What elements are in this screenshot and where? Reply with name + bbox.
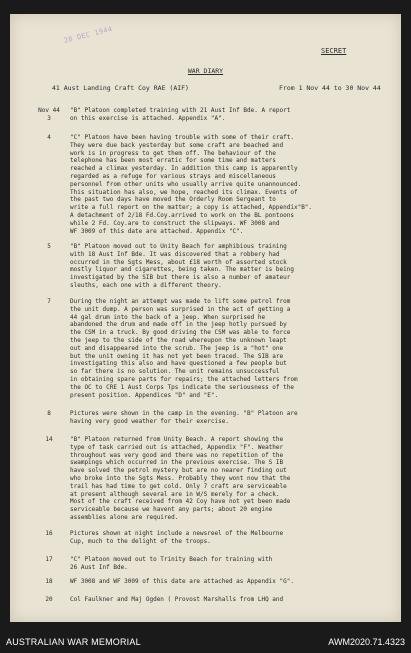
- entry-date: 16: [45, 530, 53, 537]
- entry-text: "B" Platoon returned from Unity Beach. A report showing the type of task carried out is attached, Appendix "F". Weather throughout was very good and there was no repetition of the swampings which occurred in the previous exercise. The S IB have solved the petrol mystery but are no nearer finding out who broke into the Sgts Mess. Probably they wont now that the trail has had time to get cold. Only 7 craft are serviceable at present although several are in W/S merely for a check. Most of the craft received from 42 Coy have not yet been made serviceable because we havent any parts; about 20 engine assemblies alone are required.: [70, 436, 291, 521]
- entry-text: WF 3008 and WF 3009 of this date are attached as Appendix "G".: [70, 578, 294, 585]
- entry-text: During the night an attempt was made to lift some petrol from the unit dump. A person was surprised in the act of getting a 44 gal drum into the back of a jeep. When surprised he abandoned the drum and made off in the jeep hotly pursued by the CSM in a truck. By good driving the CSM was able to force the jeep to the side of the road whereupon the unknown leapt out and disappeared into the scrub. The jeep is a "hot" one but the unit owning it has not yet been traced. The SIB are investigating this also and have questioned a few people but so far there is no solution. The unit remains unsuccessful in obtaining spare parts for repairs; the attached letters from the OC to CRE 1 Aust Corps Tps indicate the seriousness of the present position. Appendices "D" and "E".: [70, 298, 298, 399]
- entry-date: 14: [45, 436, 53, 443]
- page-title: WAR DIARY: [187, 67, 224, 75]
- footer-bar: [0, 628, 411, 653]
- entry-date: 5: [47, 243, 51, 250]
- entry-date: 8: [47, 410, 51, 417]
- entry-text: Pictures shown at night include a newsreel of the Melbourne Cup, much to the delight of the troops.: [70, 530, 284, 545]
- diary-period: From 1 Nov 44 to 30 Nov 44: [279, 84, 381, 92]
- entry-text: "B" Platoon completed training with 21 Aust Inf Bde. A report on this exercise is attached. Appendix "A".: [70, 107, 291, 122]
- entry-text: "C" Platoon moved out to Trinity Beach for training with 26 Aust Inf Bde.: [70, 556, 273, 571]
- accession-number: AWM2020.71.4323: [328, 637, 405, 647]
- entry-date: 7: [47, 298, 51, 305]
- diary-page: [10, 14, 401, 622]
- entry-text: "C" Platoon have been having trouble with some of their craft. They were due back yesterday but some craft are beached and work is in progress to get them off. The behaviour of the telephone has been most erratic for some time and matters reached a climax yesterday. In addition this camp is apparently regarded as a refuge for various strays and miscellaneous personnel from other units who usually arrive quite unannounced. This situation has also, we hope, reached its climax. Events of the past two days have moved the Orderly Room Sergeant to write a full report on the matter; a copy is attached, Appendix"B". A detachment of 2/18 Fd.Coy.arrived to work on the BL pontoons while 2 Fd. Coy.are to construct the slipways. WF 3008 and WF 3009 of this date are attached. Appendix "C".: [70, 134, 313, 235]
- source-credit: AUSTRALIAN WAR MEMORIAL: [6, 637, 141, 647]
- entry-date: Nov 44 3: [38, 107, 60, 122]
- unit-name: 41 Aust Landing Craft Coy RAE (AIF): [52, 84, 189, 92]
- entry-date: 17: [45, 556, 53, 563]
- entry-text: Col Faulkner and Maj Ogden ( Provost Marshalls from LHQ and: [70, 596, 284, 603]
- classification-label: SECRET: [321, 47, 347, 55]
- entry-date: 4: [47, 134, 51, 141]
- entry-text: "B" Platoon moved out to Unity Beach for amphibious training with 18 Aust Inf Bde. It was discovered that a robbery had occurred in the Sgts Mess, about £18 worth of assorted stock mostly liquor and cigarettes, being taken. The matter is being investigated by the SIB but there is also a number of amateur sleuths, each one with a different theory.: [70, 243, 294, 289]
- entry-date: 20: [45, 596, 53, 603]
- date-stamp: 28 DEC 1944: [63, 24, 114, 45]
- entry-date: 18: [45, 578, 53, 585]
- entry-text: Pictures were shown in the camp in the evening. "B" Platoon are having very good weather for their exercise.: [70, 410, 298, 425]
